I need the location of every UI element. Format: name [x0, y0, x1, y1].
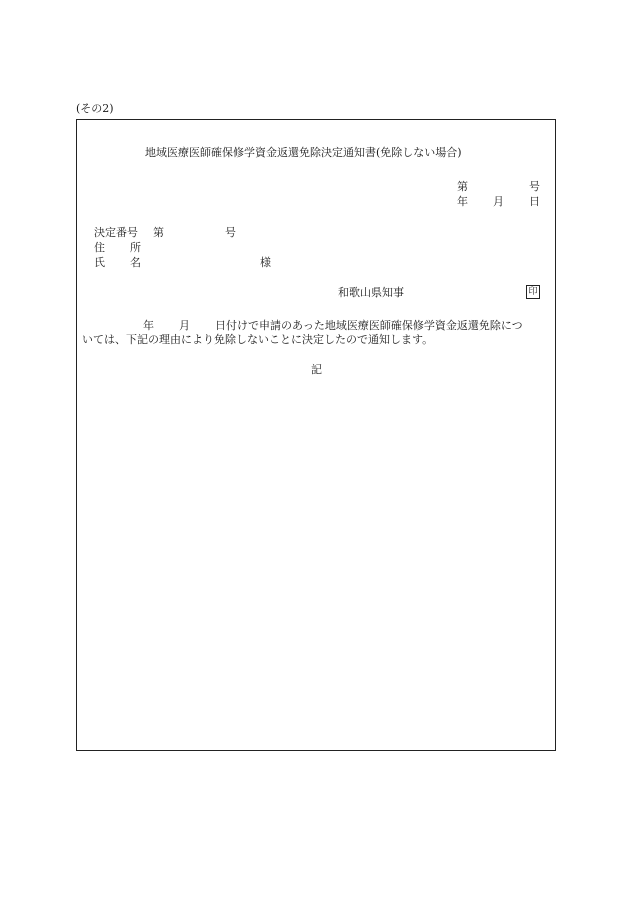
- name-label-2: 名: [130, 256, 141, 269]
- decision-number-prefix: 第: [153, 226, 164, 239]
- date-day: 日: [529, 195, 540, 208]
- body-year: 年: [143, 319, 154, 332]
- ki-heading: 記: [311, 363, 322, 376]
- sender-title: 和歌山県知事: [338, 286, 404, 299]
- document-number-prefix: 第: [457, 180, 468, 193]
- name-label-1: 氏: [94, 256, 105, 269]
- address-label-2: 所: [130, 241, 141, 254]
- date-year: 年: [457, 195, 468, 208]
- body-month: 月: [179, 319, 190, 332]
- address-label-1: 住: [94, 241, 105, 254]
- body-line-1: 日付けで申請のあった地域医療医師確保修学資金返還免除につ: [215, 319, 523, 332]
- decision-number-suffix: 号: [225, 226, 236, 239]
- date-month: 月: [493, 195, 504, 208]
- decision-number-label: 決定番号: [94, 226, 138, 239]
- document-title: 地域医療医師確保修学資金返還免除決定通知書(免除しない場合): [145, 146, 462, 159]
- honorific: 様: [260, 256, 271, 269]
- form-frame: [76, 119, 556, 751]
- body-line-2: いては、下記の理由により免除しないことに決定したので通知します。: [82, 333, 434, 346]
- seal-stamp: 印: [526, 285, 540, 299]
- attachment-label: (その2): [76, 102, 114, 115]
- document-number-suffix: 号: [529, 180, 540, 193]
